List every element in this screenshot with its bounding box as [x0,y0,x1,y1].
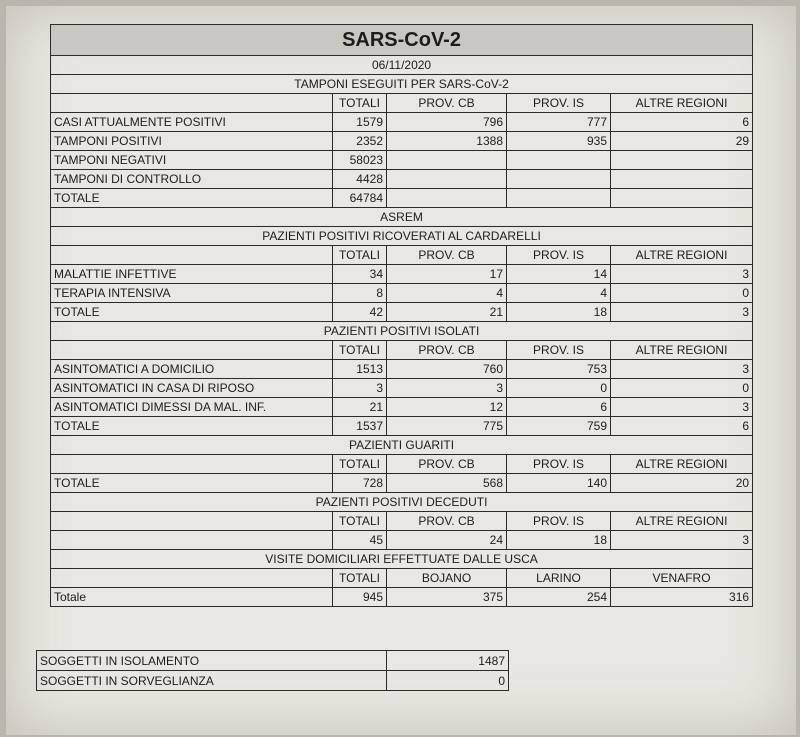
cell-venafro: 316 [611,588,753,607]
cell-altre-regioni: 3 [611,531,753,550]
cell-prov-cb: 796 [387,113,507,132]
cell-prov-cb [387,189,507,208]
cell-altre-regioni [611,189,753,208]
cell-altre-regioni: 0 [611,284,753,303]
empty-cell [51,94,333,113]
report-date: 06/11/2020 [51,56,753,75]
section-heading-ricoverati: PAZIENTI POSITIVI RICOVERATI AL CARDARELLI [51,227,753,246]
table-row [51,151,753,170]
cell-prov-is: 0 [507,379,611,398]
col-header: PROV. IS [507,341,611,360]
section-heading-visite: VISITE DOMICILIARI EFFETTUATE DALLE USCA [51,550,753,569]
table-row [51,170,753,189]
col-header: TOTALI [333,512,387,531]
row-label: TERAPIA INTENSIVA [51,284,333,303]
table-header-row [51,246,753,265]
table-row [51,113,753,132]
col-header: TOTALI [333,455,387,474]
cell-prov-is: 4 [507,284,611,303]
empty-cell [51,246,333,265]
col-header: TOTALI [333,94,387,113]
cell-altre-regioni: 3 [611,398,753,417]
report-title: SARS-CoV-2 [51,25,753,56]
table-row [37,651,509,671]
cell-totali: 728 [333,474,387,493]
sars-cov-2-report-table [50,24,753,607]
table-row [51,132,753,151]
col-header: PROV. CB [387,94,507,113]
cell-totali: 45 [333,531,387,550]
cell-prov-cb: 4 [387,284,507,303]
table-row [51,189,753,208]
table-row [51,474,753,493]
cell-totali: 8 [333,284,387,303]
row-label: TOTALE [51,303,333,322]
row-label: Totale [51,588,333,607]
cell-totali: 64784 [333,189,387,208]
cell-value: 0 [387,671,509,691]
cell-totali: 21 [333,398,387,417]
section-heading-deceduti: PAZIENTI POSITIVI DECEDUTI [51,493,753,512]
cell-prov-is: 14 [507,265,611,284]
table-row [51,379,753,398]
col-header: PROV. IS [507,94,611,113]
cell-totali: 34 [333,265,387,284]
table-row [51,360,753,379]
cell-prov-is: 6 [507,398,611,417]
soggetti-table [36,650,509,691]
row-label: ASINTOMATICI A DOMICILIO [51,360,333,379]
cell-altre-regioni: 29 [611,132,753,151]
col-header: PROV. IS [507,455,611,474]
cell-prov-is: 140 [507,474,611,493]
col-header: PROV. CB [387,512,507,531]
cell-prov-cb: 17 [387,265,507,284]
cell-totali: 1537 [333,417,387,436]
cell-altre-regioni [611,151,753,170]
cell-altre-regioni: 6 [611,417,753,436]
row-label [51,531,333,550]
cell-prov-cb [387,170,507,189]
cell-prov-is: 753 [507,360,611,379]
cell-prov-cb: 21 [387,303,507,322]
col-header: ALTRE REGIONI [611,246,753,265]
cell-prov-cb: 1388 [387,132,507,151]
cell-bojano: 375 [387,588,507,607]
cell-totali: 1513 [333,360,387,379]
col-header: PROV. IS [507,512,611,531]
row-label: TAMPONI NEGATIVI [51,151,333,170]
row-label: ASINTOMATICI IN CASA DI RIPOSO [51,379,333,398]
row-label: CASI ATTUALMENTE POSITIVI [51,113,333,132]
col-header: ALTRE REGIONI [611,94,753,113]
row-label: SOGGETTI IN SORVEGLIANZA [37,671,387,691]
col-header: TOTALI [333,246,387,265]
section-heading-tamponi: TAMPONI ESEGUITI PER SARS-CoV-2 [51,75,753,94]
cell-prov-is [507,151,611,170]
cell-prov-is: 759 [507,417,611,436]
row-label: TAMPONI DI CONTROLLO [51,170,333,189]
cell-altre-regioni [611,170,753,189]
cell-prov-cb: 3 [387,379,507,398]
row-label: SOGGETTI IN ISOLAMENTO [37,651,387,671]
cell-prov-is: 18 [507,303,611,322]
cell-prov-is [507,170,611,189]
row-label: TAMPONI POSITIVI [51,132,333,151]
col-header: ALTRE REGIONI [611,512,753,531]
section-heading-guariti: PAZIENTI GUARITI [51,436,753,455]
cell-altre-regioni: 20 [611,474,753,493]
row-label: TOTALE [51,417,333,436]
row-label: MALATTIE INFETTIVE [51,265,333,284]
cell-prov-is: 18 [507,531,611,550]
cell-totali: 4428 [333,170,387,189]
cell-prov-cb: 775 [387,417,507,436]
row-label: TOTALE [51,189,333,208]
col-header: ALTRE REGIONI [611,341,753,360]
empty-cell [51,512,333,531]
row-label: ASINTOMATICI DIMESSI DA MAL. INF. [51,398,333,417]
table-header-row [51,569,753,588]
table-header-row [51,94,753,113]
table-row [51,265,753,284]
cell-altre-regioni: 3 [611,265,753,284]
empty-cell [51,455,333,474]
table-header-row [51,512,753,531]
col-header: PROV. IS [507,246,611,265]
table-row [51,398,753,417]
cell-prov-cb: 760 [387,360,507,379]
col-header: VENAFRO [611,569,753,588]
cell-prov-cb: 568 [387,474,507,493]
col-header: BOJANO [387,569,507,588]
cell-totali: 2352 [333,132,387,151]
cell-totali: 945 [333,588,387,607]
col-header: ALTRE REGIONI [611,455,753,474]
cell-totali: 3 [333,379,387,398]
cell-prov-is: 935 [507,132,611,151]
cell-prov-cb [387,151,507,170]
col-header: TOTALI [333,341,387,360]
empty-cell [51,341,333,360]
section-heading-isolati: PAZIENTI POSITIVI ISOLATI [51,322,753,341]
cell-prov-cb: 12 [387,398,507,417]
col-header: PROV. CB [387,246,507,265]
cell-altre-regioni: 3 [611,360,753,379]
table-row [37,671,509,691]
cell-prov-cb: 24 [387,531,507,550]
cell-altre-regioni: 3 [611,303,753,322]
table-row [51,588,753,607]
table-row [51,284,753,303]
col-header: PROV. CB [387,341,507,360]
cell-larino: 254 [507,588,611,607]
table-row [51,531,753,550]
empty-cell [51,569,333,588]
table-row [51,303,753,322]
cell-prov-is: 777 [507,113,611,132]
col-header: PROV. CB [387,455,507,474]
table-header-row [51,455,753,474]
row-label: TOTALE [51,474,333,493]
cell-totali: 1579 [333,113,387,132]
cell-value: 1487 [387,651,509,671]
cell-totali: 42 [333,303,387,322]
table-row [51,417,753,436]
cell-prov-is [507,189,611,208]
col-header: LARINO [507,569,611,588]
table-header-row [51,341,753,360]
cell-totali: 58023 [333,151,387,170]
col-header: TOTALI [333,569,387,588]
cell-altre-regioni: 6 [611,113,753,132]
section-heading-asrem: ASREM [51,208,753,227]
cell-altre-regioni: 0 [611,379,753,398]
